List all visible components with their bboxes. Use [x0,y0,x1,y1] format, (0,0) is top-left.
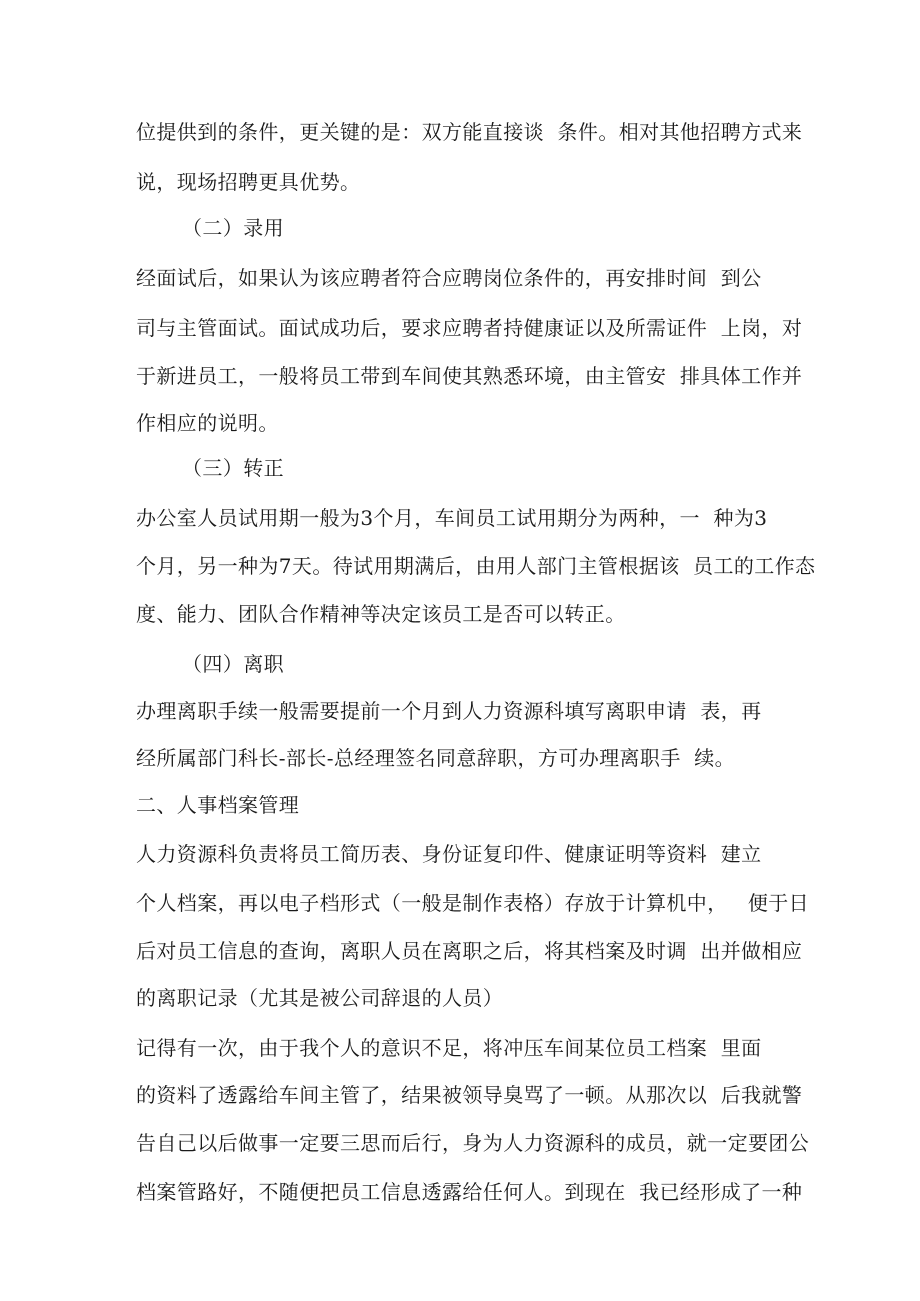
text-line: 告自己以后做事一定要三思而后行，身为人力资源科的成员，就一定要团公 [136,1131,810,1155]
text-line: 办理离职手续一般需要提前一个月到人力资源科填写离职申请 表，再 [136,699,762,723]
text-line: 司与主管面试。面试成功后，要求应聘者持健康证以及所需证件 上岗，对 [136,316,803,340]
text-line: 档案管路好，不随便把员工信息透露给任何人。到现在 我已经形成了一种 [136,1180,803,1204]
text-line: 后对员工信息的查询，离职人员在离职之后，将其档案及时调 出并做相应 [136,939,803,963]
subsection-heading: （四）离职 [182,652,284,676]
text-line: 办公室人员试用期一般为3个月，车间员工试用期分为两种，一 种为3 [136,506,768,530]
subsection-heading: （二）录用 [182,216,284,240]
text-line: 的离职记录（尤其是被公司辞退的人员） [136,986,504,1010]
text-line: 记得有一次，由于我个人的意识不足，将冲压车间某位员工档案 里面 [136,1036,762,1060]
text-line: 个人档案，再以电子档形式（一般是制作表格）存放于计算机中， 便于日 [136,891,810,915]
text-line: 位提供到的条件，更关键的是：双方能直接谈 条件。相对其他招聘方式来 [136,120,803,144]
text-line: 人力资源科负责将员工简历表、身份证复印件、健康证明等资料 建立 [136,842,762,866]
text-line: 个月，另一种为7天。待试用期满后，由用人部门主管根据该 员工的工作态 [136,554,816,578]
text-line: 经面试后，如果认为该应聘者符合应聘岗位条件的，再安排时间 到公 [136,266,762,290]
subsection-heading: （三）转正 [182,456,284,480]
text-line: 作相应的说明。 [136,411,279,435]
text-line: 的资料了透露给车间主管了，结果被领导臭骂了一顿。从那次以 后我就警 [136,1083,803,1107]
text-line: 经所属部门科长-部长-总经理签名同意辞职，方可办理离职手 续。 [136,746,736,770]
text-line: 于新进员工，一般将员工带到车间使其熟悉环境，由主管安 排具体工作并 [136,364,803,388]
text-line: 度、能力、团队合作精神等决定该员工是否可以转正。 [136,602,626,626]
section-heading: 二、人事档案管理 [136,793,300,817]
text-line: 说，现场招聘更具优势。 [136,170,361,194]
